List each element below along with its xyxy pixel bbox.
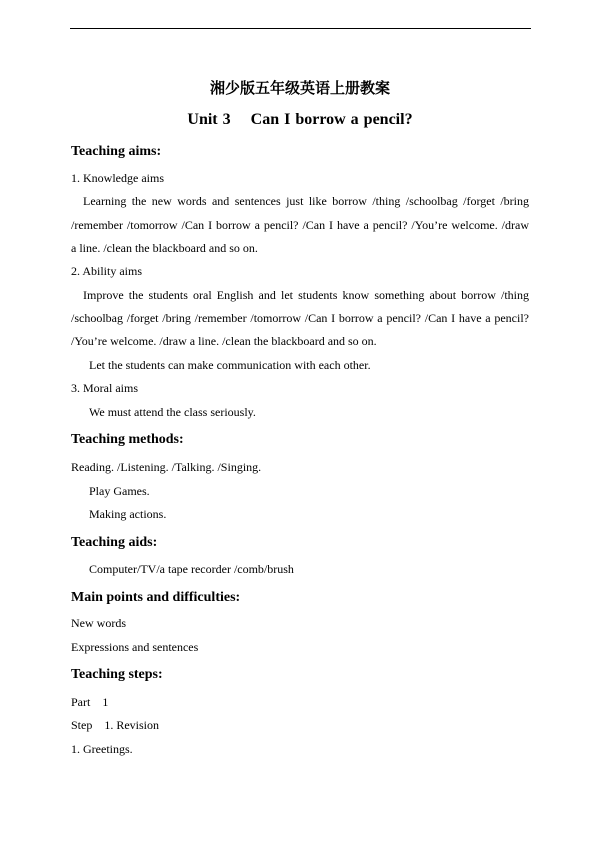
- ability-aims-label: 2. Ability aims: [71, 264, 143, 278]
- header-rule: [70, 28, 531, 29]
- teaching-methods-line: Play Games.: [89, 484, 150, 498]
- teaching-methods-heading: Teaching methods:: [71, 432, 184, 447]
- main-points-heading: Main points and difficulties:: [71, 590, 241, 605]
- knowledge-aims-line: Learning the new words and sentences just like borrow /thing /schoolbag /forget /bring: [83, 194, 529, 208]
- moral-aims-label: 3. Moral aims: [71, 381, 138, 395]
- teaching-methods-line: Reading. /Listening. /Talking. /Singing.: [71, 460, 262, 474]
- knowledge-aims-line: a line. /clean the blackboard and so on.: [71, 241, 258, 255]
- ability-aims-line: Improve the students oral English and let students know something about borrow /thing: [83, 288, 529, 302]
- teaching-steps-heading: Teaching steps:: [71, 667, 163, 682]
- moral-aims-line: We must attend the class seriously.: [89, 405, 256, 419]
- ability-aims-line: /You’re welcome. /draw a line. /clean the blackboard and so on.: [71, 334, 377, 348]
- knowledge-aims-label: 1. Knowledge aims: [71, 171, 164, 185]
- step-label: Step 1. Revision: [71, 718, 160, 732]
- part-label: Part 1: [71, 695, 109, 709]
- teaching-methods-line: Making actions.: [89, 507, 167, 521]
- knowledge-aims-line: /remember /tomorrow /Can I borrow a pencil? /Can I have a pencil? /You’re welcome. /draw: [71, 218, 529, 232]
- main-points-line: New words: [71, 616, 126, 630]
- teaching-aims-heading: Teaching aims:: [71, 144, 162, 159]
- main-points-line: Expressions and sentences: [71, 640, 199, 654]
- teaching-aids-heading: Teaching aids:: [71, 535, 158, 550]
- document-title-chinese: 湘少版五年级英语上册教案: [209, 79, 390, 97]
- ability-aims-line: /schoolbag /forget /bring /remember /tomorrow /Can I borrow a pencil? /Can I have a pencil?: [71, 311, 529, 325]
- step-item: 1. Greetings.: [71, 742, 133, 756]
- lesson-title: Unit 3 Can I borrow a pencil?: [187, 111, 413, 128]
- teaching-aids-line: Computer/TV/a tape recorder /comb/brush: [89, 562, 294, 576]
- ability-aims-line: Let the students can make communication with each other.: [89, 358, 371, 372]
